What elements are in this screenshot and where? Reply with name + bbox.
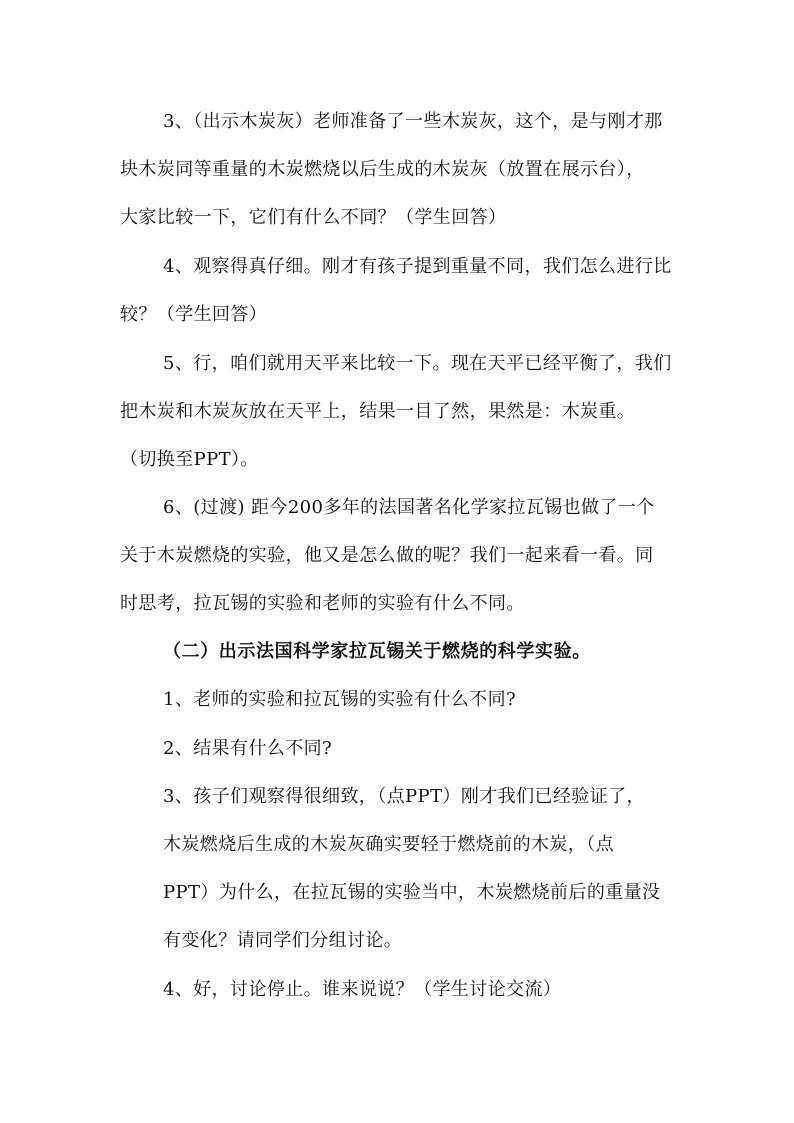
question-3-line-2: 木炭燃烧后生成的木炭灰确实要轻于燃烧前的木炭，（点 xyxy=(163,834,614,855)
paragraph-4-line-1: 4、观察得真仔细。刚才有孩子提到重量不同，我们怎么进行比 xyxy=(163,256,672,277)
paragraph-6-line-2: 关于木炭燃烧的实验，他又是怎么做的呢？我们一起来看一看。同 xyxy=(120,545,654,566)
paragraph-5-line-2: 把木炭和木炭灰放在天平上，结果一目了然，果然是：木炭重。 xyxy=(120,401,636,422)
paragraph-5-line-1: 5、行，咱们就用天平来比较一下。现在天平已经平衡了，我们 xyxy=(163,353,672,374)
paragraph-3-line-1: 3、（出示木炭灰）老师准备了一些木炭灰，这个，是与刚才那 xyxy=(163,111,663,132)
paragraph-6-line-1: 6、(过渡) 距今200多年的法国著名化学家拉瓦锡也做了一个 xyxy=(163,497,655,518)
paragraph-6-line-3: 时思考，拉瓦锡的实验和老师的实验有什么不同。 xyxy=(120,593,525,614)
paragraph-4-line-2: 较？（学生回答） xyxy=(120,304,268,325)
paragraph-3-line-3: 大家比较一下，它们有什么不同？（学生回答） xyxy=(120,207,507,228)
paragraph-3-line-2: 块木炭同等重量的木炭燃烧以后生成的木炭灰（放置在展示台）， xyxy=(120,159,645,180)
question-1: 1、老师的实验和拉瓦锡的实验有什么不同? xyxy=(163,689,517,710)
question-3-line-1: 3、孩子们观察得很细致，（点PPT）刚才我们已经验证了， xyxy=(163,786,645,807)
question-2: 2、结果有什么不同? xyxy=(163,738,333,759)
section-heading: （二）出示法国科学家拉瓦锡关于燃烧的科学实验。 xyxy=(163,641,591,662)
question-4: 4、好，讨论停止。谁来说说？（学生讨论交流） xyxy=(163,979,562,1000)
question-3-line-4: 有变化？请同学们分组讨论。 xyxy=(163,930,403,951)
question-3-line-3: PPT）为什么，在拉瓦锡的实验当中，木炭燃烧前后的重量没 xyxy=(163,882,661,903)
paragraph-5-line-3: （切换至PPT）。 xyxy=(120,449,259,470)
